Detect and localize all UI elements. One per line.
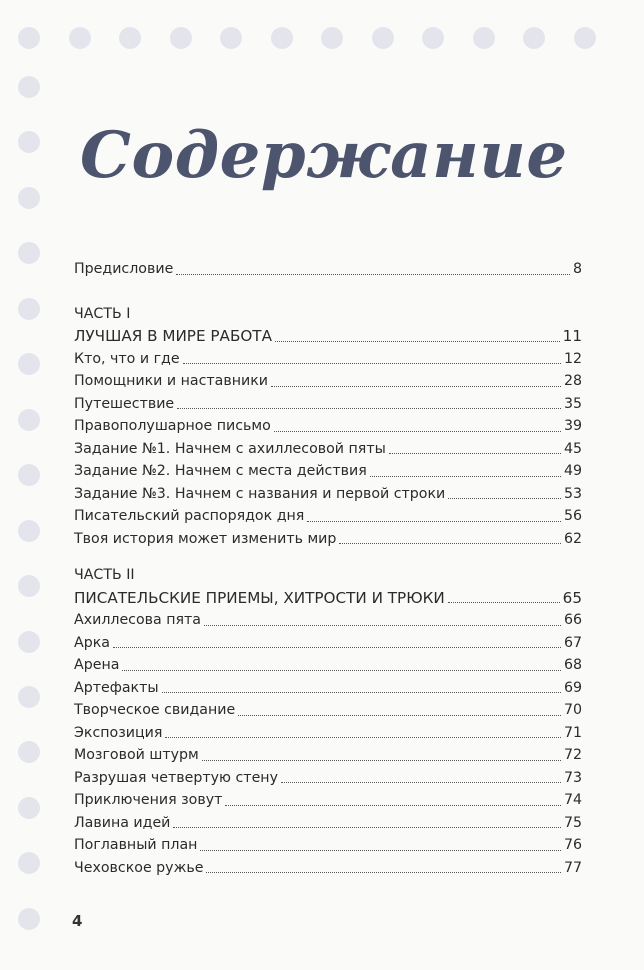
dot [321,27,343,49]
toc-entry-part1-title[interactable] [74,325,582,348]
part2-entries [74,609,582,879]
toc-entry[interactable] [74,393,582,416]
toc-entry-page: 8 [572,261,582,277]
dot-leader [176,274,570,275]
toc-entry-page: 53 [563,485,582,502]
toc-entry[interactable] [74,812,582,835]
toc-entry-page: 76 [563,837,582,853]
dot [69,27,91,49]
toc-entry-page: 11 [562,327,582,345]
toc-entry[interactable] [74,348,582,371]
decorative-dots-top [18,27,596,49]
toc-entry-page: 77 [563,859,582,876]
toc-entry[interactable] [74,632,582,655]
toc-entry-page: 35 [563,395,582,412]
toc-entry[interactable] [74,483,582,506]
dot-leader [274,431,561,432]
dot-leader [204,625,561,626]
toc-entry-label: Творческое свидание [74,702,236,718]
dot-leader [307,521,561,522]
dot-leader [200,850,560,851]
part1-heading: ЧАСТЬ I [74,305,131,322]
dot-leader [389,453,561,454]
dot [18,852,40,874]
toc-entry-page: 74 [563,792,582,808]
toc-entry[interactable] [74,722,582,745]
toc-entry-page: 39 [563,418,582,434]
toc-entry-label: Лавина идей [74,814,171,831]
part1-entries [74,348,582,551]
toc-entry-part2-title[interactable] [74,587,582,610]
dot-leader [448,498,561,499]
toc-entry-label: Правополушарное письмо [74,418,271,434]
dot [170,27,192,49]
toc-entry-page: 49 [563,463,582,479]
dot [18,409,40,431]
toc-entry-page: 73 [563,769,582,786]
dot-leader [206,872,560,873]
dot [18,353,40,375]
dot [220,27,242,49]
toc-entry-label: Поглавный план [74,837,198,853]
toc-entry[interactable] [74,857,582,880]
toc-entry-label: Предисловие [74,261,174,277]
table-of-contents [74,258,582,879]
dot [18,686,40,708]
toc-entry-label: Твоя история может изменить мир [74,530,337,547]
toc-entry-label: Кто, что и где [74,350,180,367]
toc-entry-label: Экспозиция [74,724,163,741]
toc-entry-label: Задание №3. Начнем с названия и первой строки [74,485,446,502]
toc-entry-page: 28 [563,373,582,389]
dot [18,131,40,153]
toc-entry-label: Ахиллесова пята [74,612,202,628]
dot [18,464,40,486]
dot [18,741,40,763]
toc-entry[interactable] [74,654,582,677]
toc-entry[interactable] [74,528,582,551]
dot-leader [448,602,560,603]
dot-leader [165,737,561,738]
toc-entry[interactable] [74,767,582,790]
dot [18,575,40,597]
toc-entry-label: ЛУЧШАЯ В МИРЕ РАБОТА [74,327,272,345]
toc-entry-page: 12 [563,350,582,367]
toc-entry-page: 65 [562,588,582,607]
toc-entry-page: 75 [563,814,582,831]
toc-entry[interactable] [74,744,582,767]
toc-entry-page: 72 [563,747,582,763]
toc-entry[interactable] [74,460,582,483]
toc-entry-page: 62 [563,530,582,547]
dot [18,631,40,653]
toc-entry[interactable] [74,677,582,700]
toc-entry-preface[interactable] [74,258,582,281]
dot [18,76,40,98]
dot-leader [122,670,561,671]
dot [18,520,40,542]
dot [18,187,40,209]
dot-leader [162,692,561,693]
part2-heading: ЧАСТЬ II [74,567,135,583]
dot-leader [271,386,561,387]
toc-entry-page: 70 [563,702,582,718]
toc-entry-label: Арена [74,657,120,673]
dot-leader [225,805,561,806]
dot [119,27,141,49]
dot [18,298,40,320]
dot [372,27,394,49]
toc-entry-page: 56 [563,508,582,524]
toc-entry-label: Чеховское ружье [74,859,204,876]
dot [523,27,545,49]
page-title: Содержание [80,118,568,193]
toc-entry-page: 66 [563,612,582,628]
dot-leader [275,341,560,342]
page-number: 4 [72,912,83,930]
toc-entry[interactable] [74,370,582,393]
dot-leader [173,827,561,828]
toc-entry-page: 69 [563,679,582,696]
dot-leader [281,782,561,783]
toc-entry[interactable] [74,438,582,461]
toc-entry-label: Задание №1. Начнем с ахиллесовой пяты [74,440,386,457]
dot-leader [113,647,561,648]
toc-entry-label: Арка [74,634,110,651]
decorative-dots-left [18,76,40,930]
toc-entry-page: 68 [563,657,582,673]
dot [18,27,40,49]
toc-entry[interactable] [74,609,582,632]
toc-entry-label: Артефакты [74,679,159,696]
toc-entry-label: ПИСАТЕЛЬСКИЕ ПРИЕМЫ, ХИТРОСТИ И ТРЮКИ [74,588,445,607]
toc-entry-label: Задание №2. Начнем с места действия [74,463,367,479]
dot [18,797,40,819]
dot-leader [339,543,561,544]
toc-entry-label: Приключения зовут [74,792,223,808]
toc-entry-label: Мозговой штурм [74,747,199,763]
toc-entry-page: 45 [563,440,582,457]
dot-leader [202,760,561,761]
toc-entry[interactable] [74,834,582,857]
toc-entry-label: Помощники и наставники [74,373,268,389]
toc-entry[interactable] [74,789,582,812]
toc-entry-label: Разрушая четвертую стену [74,769,278,786]
dot [18,242,40,264]
toc-entry-page: 67 [563,634,582,651]
toc-entry[interactable] [74,505,582,528]
dot-leader [177,408,561,409]
dot-leader [238,715,561,716]
dot-leader [370,476,561,477]
dot [18,908,40,930]
dot-leader [183,363,561,364]
toc-entry-label: Путешествие [74,395,175,412]
dot [271,27,293,49]
toc-entry-label: Писательский распорядок дня [74,508,305,524]
toc-entry[interactable] [74,699,582,722]
toc-entry[interactable] [74,415,582,438]
dot [574,27,596,49]
toc-entry-page: 71 [563,724,582,741]
dot [422,27,444,49]
dot [473,27,495,49]
